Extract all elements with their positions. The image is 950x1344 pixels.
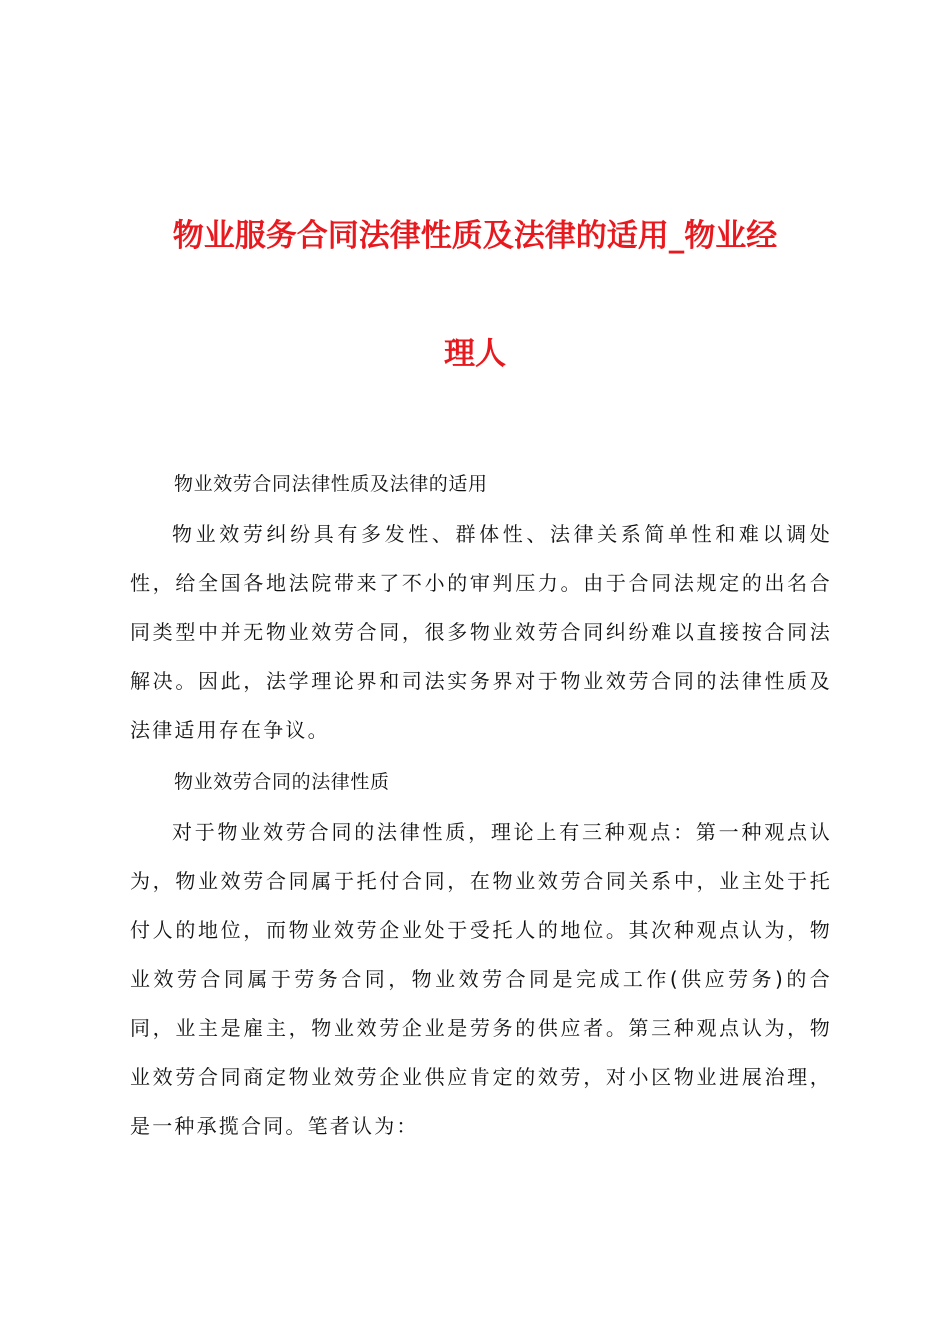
section-heading-legal-nature: 物业效劳合同的法律性质: [174, 771, 390, 793]
document-title-line-2: 理人: [444, 336, 506, 372]
paragraph-three-views: 对于物业效劳合同的法律性质，理论上有三种观点：第一种观点认为，物业效劳合同属于托付合同，在物业效劳合同关系中，业主处于托付人的地位，而物业效劳企业处于受托人的地位。其次种观点认为，物业效劳合同属于劳务合同，物业效劳合同是完成工作(供应劳务)的合同，业主是雇主，物业效劳企业是劳务的供应者。第三种观点认为，物业效劳合同商定物业效劳企业供应肯定的效劳，对小区物业进展治理，是一种承揽合同。笔者认为：: [130, 820, 832, 1138]
paragraph-introduction: 物业效劳纠纷具有多发性、群体性、法律关系简单性和难以调处性，给全国各地法院带来了不小的审判压力。由于合同法规定的出名合同类型中并无物业效劳合同，很多物业效劳合同纠纷难以直接按合同法解决。因此，法学理论界和司法实务界对于物业效劳合同的法律性质及法律适用存在争议。: [130, 522, 832, 742]
section-heading-legal-nature-and-application: 物业效劳合同法律性质及法律的适用: [174, 473, 488, 495]
document-title-line-1: 物业服务合同法律性质及法律的适用_物业经: [172, 218, 778, 254]
